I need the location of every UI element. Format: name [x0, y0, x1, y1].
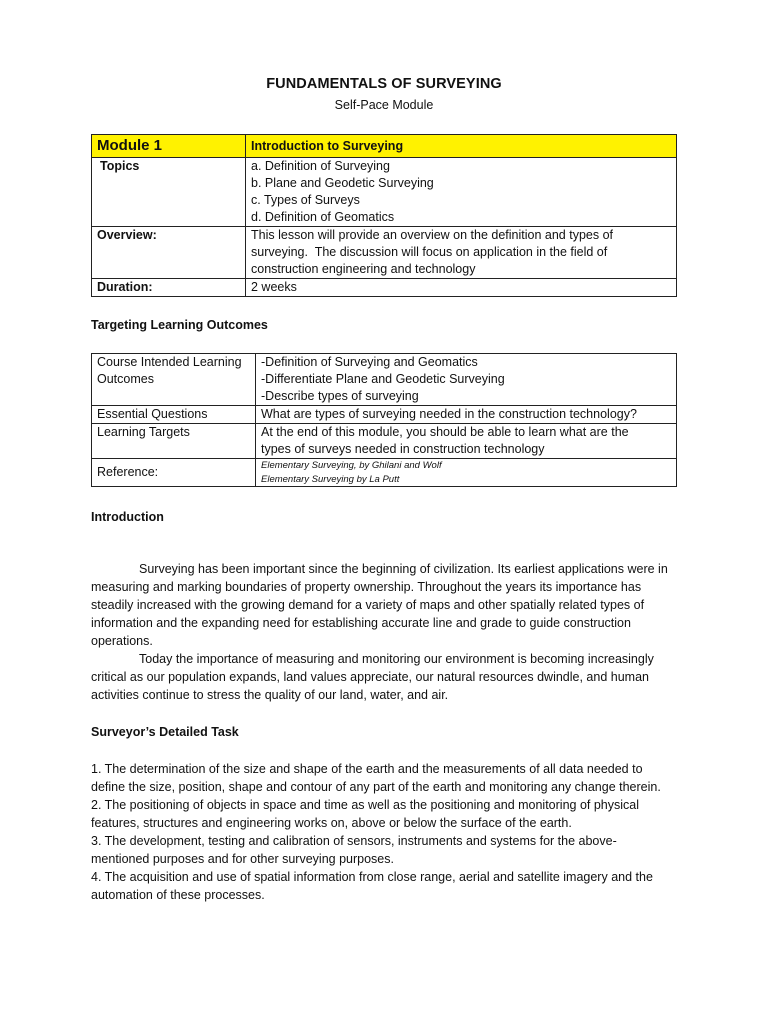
cilo-label-line: Course Intended Learning	[97, 355, 242, 369]
duration-value: 2 weeks	[246, 279, 677, 297]
intro-line: measuring and marking boundaries of property ownership. Throughout the years its importance has	[91, 580, 642, 594]
tasks-heading: Surveyor’s Detailed Task	[91, 725, 239, 739]
tasks-list	[91, 760, 681, 904]
targets-row	[92, 424, 677, 459]
overview-line: This lesson will provide an overview on the definition and types of	[251, 228, 614, 242]
reference-item: Elementary Surveying by La Putt	[261, 473, 400, 485]
cilo-item: -Describe types of surveying	[261, 389, 419, 403]
duration-label: Duration:	[92, 279, 246, 297]
duration-row	[92, 279, 677, 297]
introduction-paragraph-1	[91, 560, 681, 704]
targets-line: At the end of this module, you should be able to learn what are the	[261, 425, 629, 439]
task-line: mentioned purposes and for other surveying purposes.	[91, 852, 394, 866]
module-title: Introduction to Surveying	[246, 135, 677, 158]
introduction-heading: Introduction	[91, 510, 164, 524]
targets-label: Learning Targets	[92, 424, 256, 459]
topic-item: a. Definition of Surveying	[251, 159, 390, 173]
cilo-item: -Definition of Surveying and Geomatics	[261, 355, 478, 369]
overview-row	[92, 227, 677, 279]
document-subtitle: Self-Pace Module	[334, 98, 434, 112]
topics-label-text: Topics	[100, 159, 140, 173]
outcomes-heading: Targeting Learning Outcomes	[91, 318, 268, 332]
essential-label: Essential Questions	[92, 406, 256, 424]
overview-line: construction engineering and technology	[251, 262, 476, 276]
essential-row	[92, 406, 677, 424]
cilo-row	[92, 354, 677, 406]
targets-line: types of surveys needed in construction technology	[261, 442, 545, 456]
intro-line-text: Surveying has been important since the beginning of civilization. Its earliest applications were in	[139, 562, 668, 576]
intro-line	[91, 650, 681, 668]
targets-value	[256, 424, 677, 459]
topic-item: b. Plane and Geodetic Surveying	[251, 176, 434, 190]
intro-line: activities continue to stress the quality of our land, water, and air.	[91, 688, 449, 702]
task-line: 2. The positioning of objects in space and time as well as the positioning and monitoring of physical	[91, 798, 640, 812]
topics-label	[92, 158, 246, 227]
essential-value: What are types of surveying needed in the construction technology?	[256, 406, 677, 424]
reference-item: Elementary Surveying, by Ghilani and Wolf	[261, 460, 442, 471]
cilo-label	[92, 354, 256, 406]
overview-text	[246, 227, 677, 279]
task-line: features, structures and engineering works on, above or below the surface of the earth.	[91, 816, 572, 830]
intro-line: steadily increased with the growing demand for a variety of maps and other spatially related types of	[91, 598, 645, 612]
reference-list	[256, 459, 677, 487]
task-line: define the size, position, shape and contour of any part of the earth and monitoring any change therein.	[91, 780, 661, 794]
intro-line: critical as our population expands, land values appreciate, our natural resources dwindle, and human	[91, 670, 649, 684]
module-header-row	[92, 135, 677, 158]
task-line: automation of these processes.	[91, 888, 265, 902]
intro-line-text: Today the importance of measuring and monitoring our environment is becoming increasingly	[139, 652, 654, 666]
topic-item: c. Types of Surveys	[251, 193, 360, 207]
overview-label: Overview:	[92, 227, 246, 279]
topic-item: d. Definition of Geomatics	[251, 210, 395, 224]
module-label: Module 1	[92, 135, 246, 158]
task-line: 3. The development, testing and calibration of sensors, instruments and systems for the above-	[91, 834, 617, 848]
document-title: FUNDAMENTALS OF SURVEYING	[266, 76, 502, 92]
intro-line: information and the expanding need for establishing accurate line and grade to guide construction	[91, 616, 631, 630]
topics-list	[246, 158, 677, 227]
reference-label: Reference:	[92, 459, 256, 487]
intro-line	[91, 560, 681, 578]
task-line: 4. The acquisition and use of spatial information from close range, aerial and satellite imagery and the	[91, 870, 653, 884]
overview-line: surveying. The discussion will focus on application in the field of	[251, 245, 608, 259]
module-table	[91, 134, 677, 297]
cilo-item: -Differentiate Plane and Geodetic Surveying	[261, 372, 505, 386]
intro-line: operations.	[91, 634, 153, 648]
task-line: 1. The determination of the size and shape of the earth and the measurements of all data needed to	[91, 762, 643, 776]
outcomes-table	[91, 353, 677, 487]
cilo-label-line: Outcomes	[97, 372, 154, 386]
reference-row	[92, 459, 677, 487]
cilo-items	[256, 354, 677, 406]
topics-row	[92, 158, 677, 227]
